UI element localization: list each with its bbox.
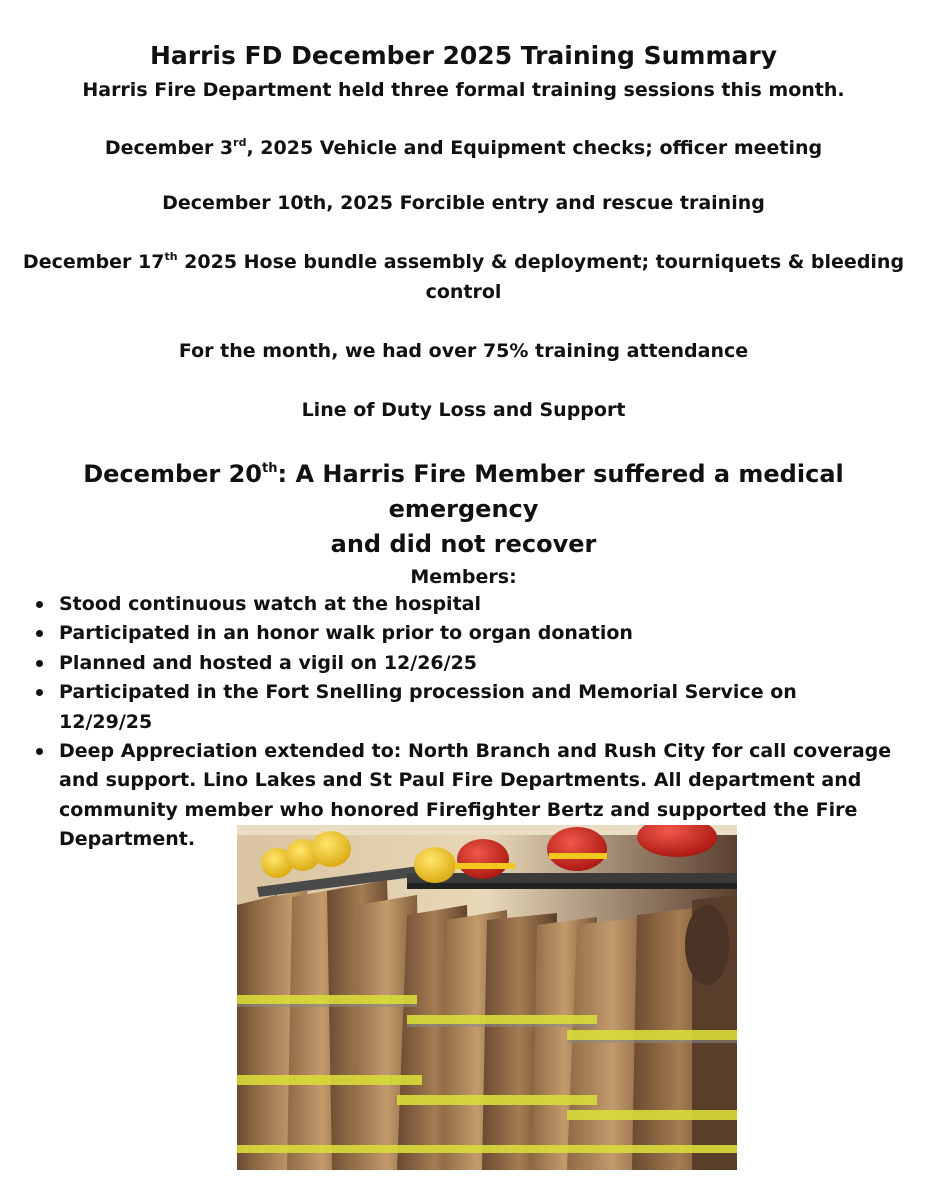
date-superscript: rd [233,136,247,149]
list-item-text: Planned and hosted a vigil on 12/26/25 [59,651,478,674]
list-item-text: Stood continuous watch at the hospital [59,593,481,615]
list-item-text: Participated in the Fort Snelling procession and Memorial Service on 12/29/25 [59,681,797,733]
event-heading-line-1 [20,457,907,527]
list-item-text: Deep Appreciation extended to: North Branch and Rush City for call coverage and support. Lino Lakes and St Paul Fire Departments. All department and community member who honored Firefighter Bertz and supported the Fire Department. [59,740,892,851]
firefighter-turnout-gear-photo [237,825,737,1170]
bullet-dot-icon [36,630,43,637]
event-date: December 20 [83,460,263,488]
session-date: December 17 [22,251,165,273]
session-description: , 2025 Vehicle and Equipment checks; officer meeting [246,137,823,159]
date-superscript: th [262,461,278,476]
page-subtitle: Harris Fire Department held three formal training sessions this month. [82,79,845,101]
list-item [36,678,896,737]
list-item [36,619,896,648]
session-dec-3 [0,133,927,163]
event-heading [20,457,907,562]
members-list [36,590,896,855]
page-title: Harris FD December 2025 Training Summary [149,41,778,70]
attendance-line: For the month, we had over 75% training attendance [178,340,749,362]
session-dec-10: December 10th, 2025 Forcible entry and rescue training [162,192,765,214]
date-superscript: th [164,250,178,263]
list-item [36,590,896,619]
bullet-dot-icon [36,601,43,608]
session-dec-17 [0,247,927,277]
event-description: : A Harris Fire Member suffered a medical emergency [277,460,844,523]
loss-heading: Line of Duty Loss and Support [301,399,626,421]
event-heading-line-2: and did not recover [330,530,597,558]
photo-illustration [237,825,737,1170]
session-date: December 3 [104,137,234,159]
bullet-dot-icon [36,660,43,667]
session-description: 2025 Hose bundle assembly & deployment; tourniquets & bleeding [177,251,905,273]
list-item [36,649,896,678]
bullet-dot-icon [36,748,43,755]
list-item-text: Participated in an honor walk prior to organ donation [59,622,633,645]
members-label: Members: [410,566,517,588]
bullet-dot-icon [36,689,43,696]
session-dec-17-continued: control [425,281,502,303]
